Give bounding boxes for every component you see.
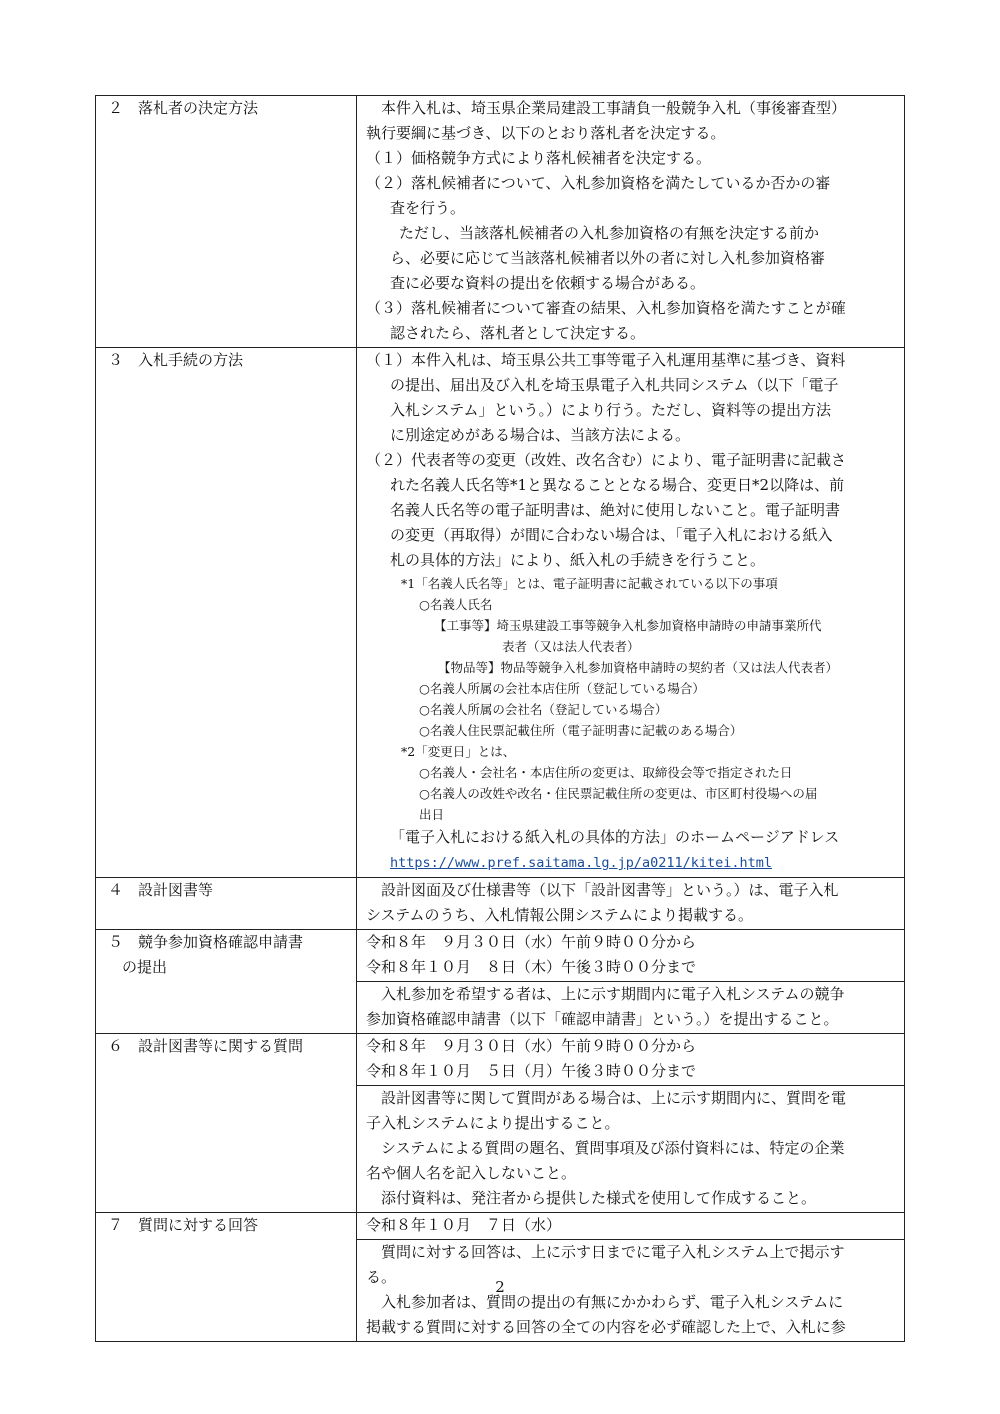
row-content: 設計図面及び仕様書等（以下「設計図書等」という。）は、電子入札 システムのうち、入札情報公開システムにより掲載する。 <box>357 878 905 930</box>
row-content: 入札参加を希望する者は、上に示す期間内に電子入札システムの競争 参加資格確認申請書（以下「確認申請書」という。）を提出すること。 <box>357 982 905 1034</box>
row-label: ３ 入札手続の方法 <box>96 348 357 878</box>
conditions-table <box>95 95 905 1342</box>
row-content: （１）本件入札は、埼玉県公共工事等電子入札運用基準に基づき、資料 の提出、届出及び入札を埼玉県電子入札共同システム（以下「電子 入札システム」という。）により行う。ただし、資料等の提出方法 に別途定めがある場合は、当該方法による。 （２）代表者等の変更（改姓、改名含む）により、電子証明書に記載さ れた名義人氏名等*1と異なることとなる場合、変更日*2以降は、前 名義人氏名等の電子証明書は、絶対に使用しないこと。電子証明書 の変更（再取得）が間に合わない場合は、「電子入札における紙入 札の具体的方法」により、紙入札の手続きを行うこと。 *1「名義人氏名等」とは、電子証明書に記載されている以下の事項 ○名義人氏名 【工事等】埼玉県建設工事等競争入札参加資格申請時の申請事業所代 表者（又は法人代表者） 【物品等】物品等競争入札参加資格申請時の契約者（又は法人代表者） ○名義人所属の会社本店住所（登記している場合） ○名義人所属の会社名（登記している場合） ○名義人住民票記載住所（電子証明書に記載のある場合） *2「変更日」とは、 ○名義人・会社名・本店住所の変更は、取締役会等で指定された日 ○名義人の改姓や改名・住民票記載住所の変更は、市区町村役場への届 出日 「電子入札における紙入札の具体的方法」のホームページアドレス https://www.pref.saitama.lg.jp/a0211/kitei.html <box>357 348 905 878</box>
table-row <box>96 878 905 930</box>
row-label: ２ 落札者の決定方法 <box>96 96 357 348</box>
homepage-link[interactable]: https://www.pref.saitama.lg.jp/a0211/kitei.html <box>390 855 773 871</box>
row-content: 質問に対する回答は、上に示す日までに電子入札システム上で掲示す る。 入札参加者は、質問の提出の有無にかかわらず、電子入札システムに 掲載する質問に対する回答の全ての内容を必ず確認した上で、入札に参 <box>357 1240 905 1342</box>
period-cell: 令和８年 ９月３０日（水）午前９時００分から 令和８年１０月 ５日（月）午後３時００分まで <box>357 1034 905 1086</box>
table-row <box>96 1034 905 1086</box>
row-content: 本件入札は、埼玉県企業局建設工事請負一般競争入札（事後審査型） 執行要綱に基づき、以下のとおり落札者を決定する。 （１）価格競争方式により落札候補者を決定する。 （２）落札候補者について、入札参加資格を満たしているか否かの審 査を行う。 ただし、当該落札候補者の入札参加資格の有無を決定する前か ら、必要に応じて当該落札候補者以外の者に対し入札参加資格審 査に必要な資料の提出を依頼する場合がある。 （３）落札候補者について審査の結果、入札参加資格を満たすことが確 認されたら、落札者として決定する。 <box>357 96 905 348</box>
row-label: ７ 質問に対する回答 <box>96 1213 357 1342</box>
row-label: ５ 競争参加資格確認申請書 の提出 <box>96 930 357 1034</box>
row-label: ４ 設計図書等 <box>96 878 357 930</box>
table-row <box>96 930 905 982</box>
homepage-label: 「電子入札における紙入札の具体的方法」のホームページアドレス <box>390 828 840 846</box>
table-row <box>96 96 905 348</box>
row-label: ６ 設計図書等に関する質問 <box>96 1034 357 1213</box>
row-content: 設計図書等に関して質問がある場合は、上に示す期間内に、質問を電 子入札システムにより提出すること。 システムによる質問の題名、質問事項及び添付資料には、特定の企業 名や個人名を記入しないこと。 添付資料は、発注者から提供した様式を使用して作成すること。 <box>357 1086 905 1213</box>
date-cell: 令和８年１０月 ７日（水） <box>357 1213 905 1240</box>
page-number: 2 <box>495 1278 505 1296</box>
period-cell: 令和８年 ９月３０日（水）午前９時００分から 令和８年１０月 ８日（木）午後３時００分まで <box>357 930 905 982</box>
table-row <box>96 1213 905 1240</box>
table-row <box>96 348 905 878</box>
